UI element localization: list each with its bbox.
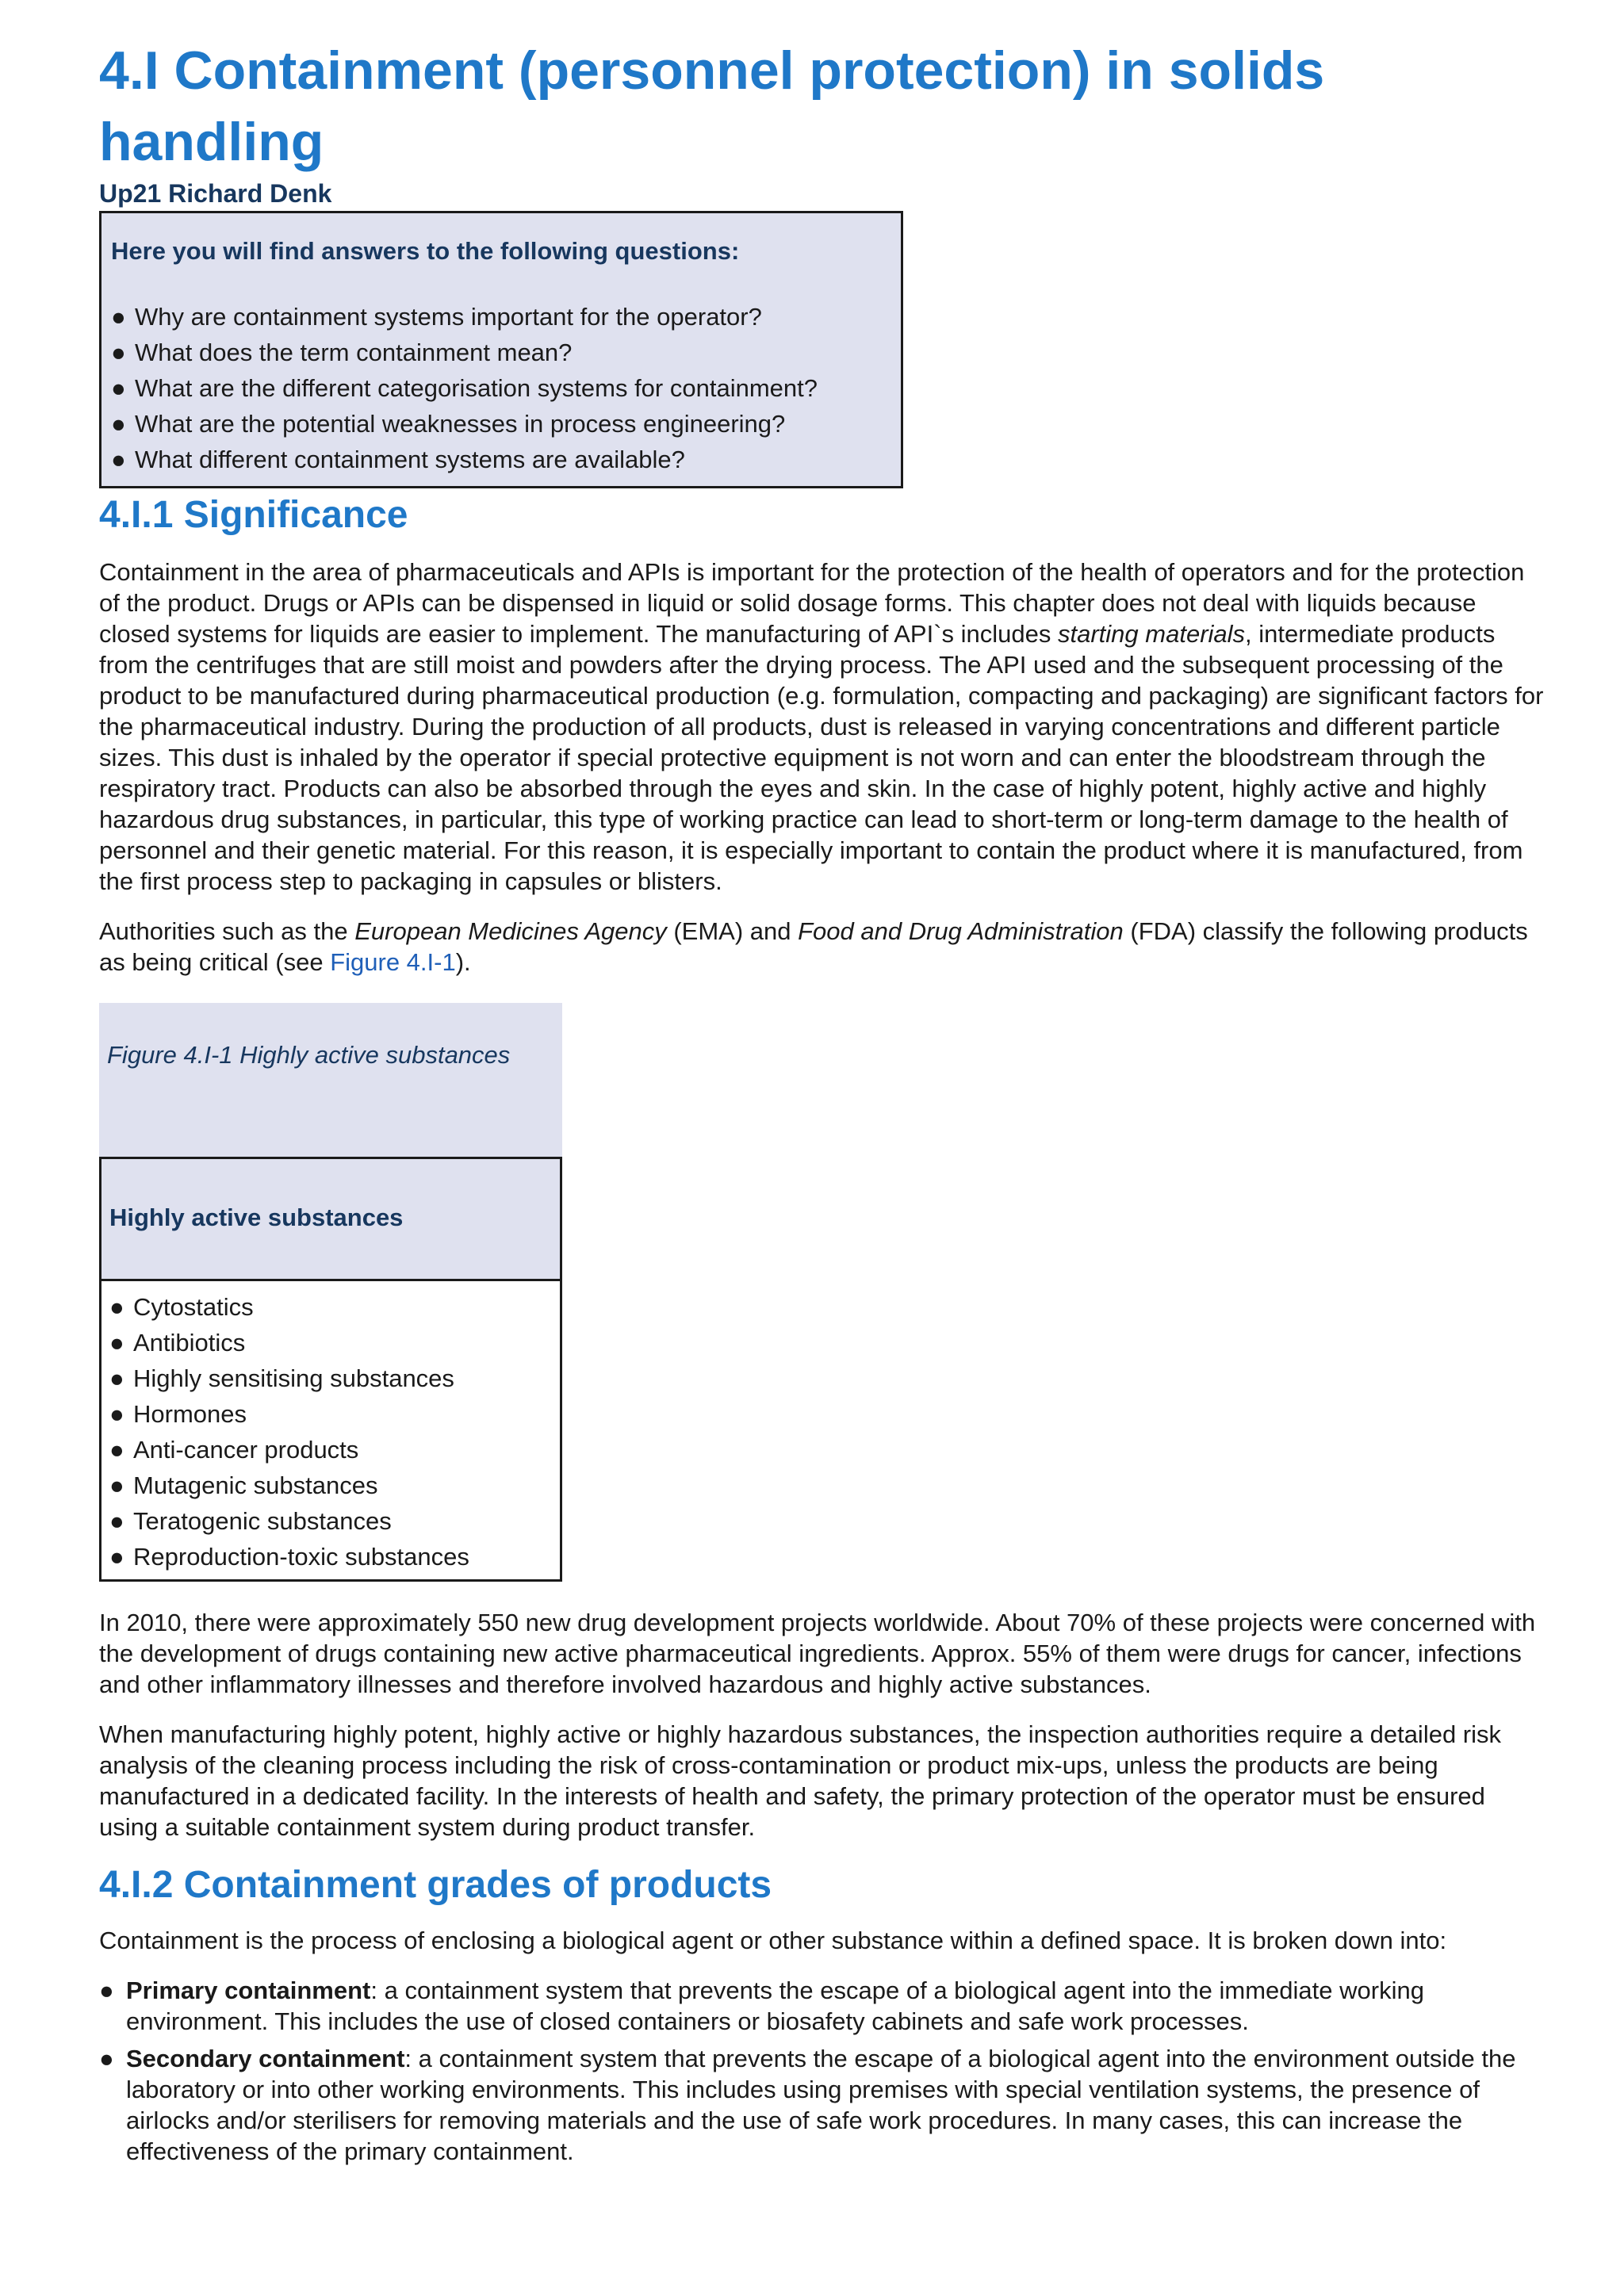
bullet-icon: ● (111, 374, 126, 402)
list-item: ● What are the different categorisation systems for containment? (111, 370, 891, 406)
figure-table (99, 1157, 562, 1582)
list-item: ● Cytostatics (109, 1289, 552, 1325)
bullet-icon: ● (109, 1329, 124, 1357)
section-heading-significance: 4.I.1 Significance (99, 494, 408, 536)
figure-table-header: Highly active substances (102, 1159, 560, 1281)
author-line: Up21 Richard Denk (99, 179, 332, 208)
bullet-icon: ● (99, 1976, 114, 2004)
list-item: ● Teratogenic substances (109, 1503, 552, 1539)
bullet-icon: ● (111, 339, 126, 366)
bullet-icon: ● (109, 1364, 124, 1392)
questions-heading: Here you will find answers to the following questions: (111, 237, 740, 265)
bullet-icon: ● (109, 1543, 124, 1571)
paragraph-significance-1: Containment in the area of pharmaceuticals and APIs is important for the protection of the health of operators and for the protection of the product. Drugs or APIs can be dispensed in liquid or solid dosage forms. This chapter does not deal with liquids because closed systems for liquids are easier to implement. The manufacturing of API`s includes starting materials, intermediate products from the centrifuges that are still moist and powders after the drying process. The API used and the subsequent processing of the product to be manufactured during pharmaceutical production (e.g. formulation, compacting and packaging) are significant factors for the pharmaceutical industry. During the production of all products, dust is released in varying concentrations and different particle sizes. This dust is inhaled by the operator if special protective equipment is not worn and can enter the bloodstream through the respiratory tract. Products can also be absorbed through the eyes and skin. In the case of highly potent, highly active and highly hazardous drug substances, in particular, this type of working practice can lead to short-term or long-term damage to the health of personnel and their genetic material. For this reason, it is especially important to contain the product where it is manufactured, from the first process step to packaging in capsules or blisters. (99, 558, 1544, 895)
list-item: ● What different containment systems are available? (111, 442, 891, 477)
questions-list (111, 299, 891, 477)
bullet-icon: ● (109, 1436, 124, 1464)
list-item: ● Mutagenic substances (109, 1468, 552, 1503)
list-item: ● Why are containment systems important for the operator? (111, 299, 891, 335)
paragraph-significance-3: In 2010, there were approximately 550 new drug development projects worldwide. About 70% of these projects were concerned with the development of drugs containing new active pharmaceutical ingredients. Approx. 55% of them were drugs for cancer, infections and other inflammatory illnesses and therefore involved hazardous and highly active substances. (99, 1609, 1536, 1698)
containment-types-list (99, 1975, 1550, 2167)
bullet-icon: ● (111, 446, 126, 473)
bullet-icon: ● (99, 2045, 114, 2072)
list-item: ● Reproduction-toxic substances (109, 1539, 552, 1575)
list-item: ● Antibiotics (109, 1325, 552, 1360)
figure-list (102, 1281, 560, 1579)
bullet-icon: ● (111, 303, 126, 331)
paragraph-containment-intro: Containment is the process of enclosing a biological agent or other substance within a defined space. It is broken down into: (99, 1927, 1447, 1954)
list-item: ● Hormones (109, 1396, 552, 1432)
document-page (99, 35, 1550, 2167)
paragraph-significance-4: When manufacturing highly potent, highly active or highly hazardous substances, the inspection authorities require a detailed risk analysis of the cleaning process including the risk of cross-contamination or product mix-ups, unless the products are being manufactured in a dedicated facility. In the interests of health and safety, the primary protection of the operator must be ensured using a suitable containment system during product transfer. (99, 1720, 1502, 1841)
list-item: ● Highly sensitising substances (109, 1360, 552, 1396)
page-title: 4.I Containment (personnel protection) in solids handling (99, 40, 1325, 172)
bullet-icon: ● (109, 1293, 124, 1321)
bullet-icon: ● (109, 1400, 124, 1428)
bullet-icon: ● (111, 410, 126, 438)
figure-link[interactable]: Figure 4.I-1 (330, 948, 456, 976)
list-item: ● Anti-cancer products (109, 1432, 552, 1468)
list-item: ● What does the term containment mean? (111, 335, 891, 370)
section-heading-containment-grades: 4.I.2 Containment grades of products (99, 1864, 772, 1906)
questions-box (99, 211, 903, 488)
list-item: ● Primary containment: a containment system that prevents the escape of a biological agent into the immediate working environment. This includes the use of closed containers or biosafety cabinets and safe work processes. (99, 1976, 1424, 2035)
list-item: ● Secondary containment: a containment system that prevents the escape of a biological agent into the environment outside the laboratory or into other working environments. This includes using premises with special ventilation systems, the presence of airlocks and/or sterilisers for removing materials and the use of safe work procedures. In many cases, this can increase the effectiveness of the primary containment. (99, 2045, 1516, 2165)
bullet-icon: ● (109, 1471, 124, 1499)
paragraph-significance-2: Authorities such as the European Medicines Agency (EMA) and Food and Drug Administration (FDA) classify the following products as being critical (see Figure 4.I-1). (99, 917, 1528, 976)
figure-caption: Figure 4.I-1 Highly active substances (99, 1003, 562, 1157)
figure-highly-active-substances (99, 1003, 562, 1582)
list-item: ● What are the potential weaknesses in process engineering? (111, 406, 891, 442)
bullet-icon: ● (109, 1507, 124, 1535)
